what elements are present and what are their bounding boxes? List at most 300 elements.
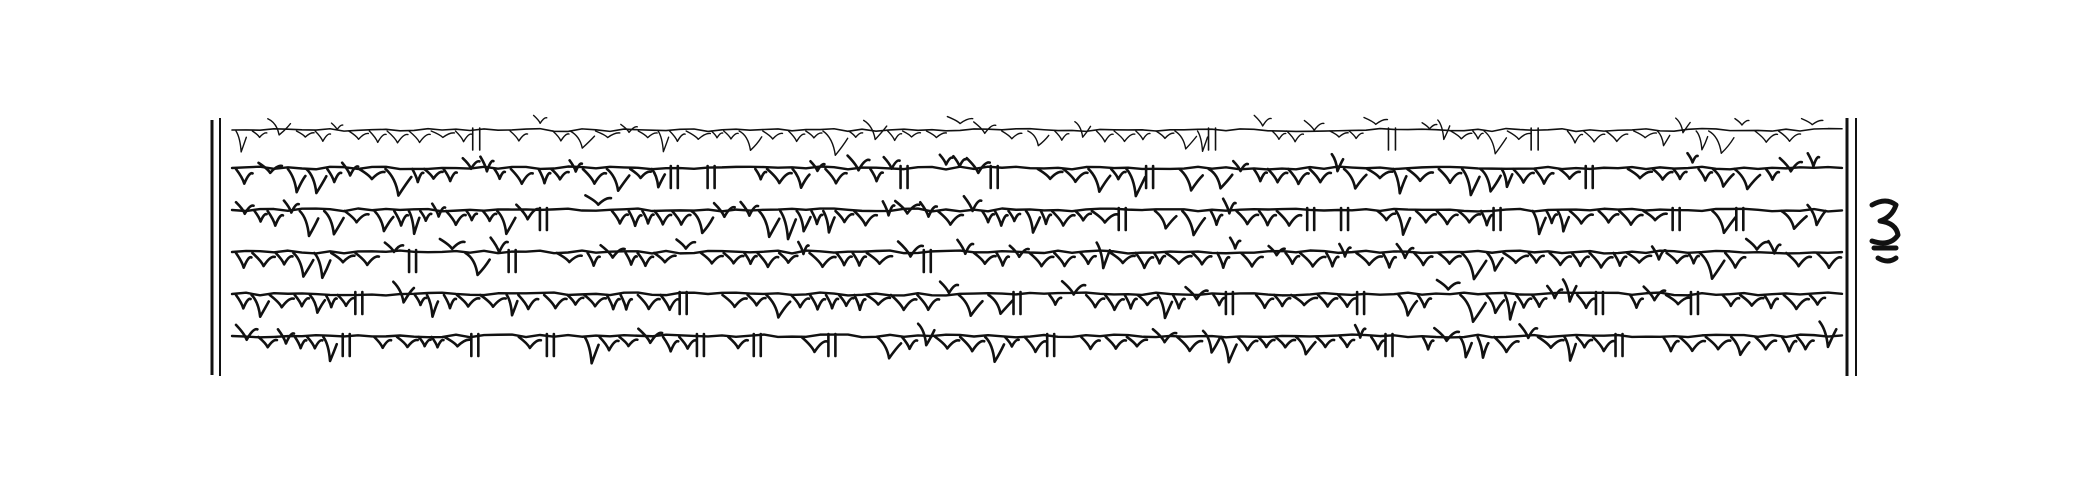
script-glyph [959, 295, 983, 316]
script-glyph [780, 211, 795, 239]
script-glyph [1808, 153, 1819, 166]
script-glyph [1041, 211, 1051, 224]
script-glyph [686, 131, 710, 139]
script-glyph [296, 131, 314, 137]
script-glyph [810, 253, 836, 267]
script-glyph [1399, 295, 1417, 315]
script-glyph [1484, 131, 1506, 154]
script-glyph [1667, 253, 1688, 263]
script-glyph [1105, 295, 1124, 310]
script-glyph [236, 295, 251, 308]
script-glyph [677, 240, 695, 249]
script-glyph [1559, 169, 1579, 179]
script-glyph [1155, 211, 1176, 228]
script-glyph [387, 131, 408, 143]
script-glyph [711, 131, 722, 138]
script-glyph [701, 253, 723, 263]
script-glyph [1577, 337, 1592, 347]
script-glyph [655, 211, 672, 224]
script-glyph [1634, 131, 1657, 138]
script-glyph [744, 253, 756, 264]
script-glyph [457, 295, 479, 306]
script-glyph [1606, 131, 1628, 141]
script-glyph [903, 131, 921, 137]
script-glyph [1696, 131, 1708, 150]
script-glyph [314, 253, 330, 278]
script-glyph [1460, 337, 1472, 357]
script-glyph [1349, 131, 1363, 138]
script-glyph [268, 119, 291, 135]
script-glyph [1177, 337, 1202, 351]
script-glyph [544, 295, 566, 308]
script-glyph [424, 169, 442, 179]
script-glyph [1547, 211, 1557, 223]
script-glyph [1114, 131, 1135, 141]
script-glyph [1567, 131, 1582, 143]
script-glyph [1820, 322, 1837, 347]
script-glyph [739, 131, 762, 150]
script-glyph [988, 295, 1012, 314]
script-glyph [1766, 169, 1779, 180]
script-glyph [1712, 211, 1735, 233]
script-glyph [480, 157, 493, 172]
script-glyph [766, 295, 790, 317]
text-block [232, 115, 1842, 363]
script-glyph [839, 295, 853, 306]
script-glyph [1532, 295, 1546, 307]
script-glyph [661, 295, 679, 310]
script-glyph [1529, 253, 1544, 263]
script-glyph [1487, 253, 1502, 270]
script-glyph [638, 131, 657, 138]
script-glyph [884, 157, 900, 169]
script-glyph [1663, 337, 1678, 351]
script-glyph [1339, 244, 1350, 257]
script-glyph [1613, 253, 1626, 266]
line-head-stroke [232, 335, 1842, 338]
script-glyph [1423, 337, 1433, 349]
script-glyph [997, 253, 1009, 266]
script-glyph [810, 295, 825, 309]
script-glyph [758, 253, 779, 267]
script-glyph [1272, 131, 1286, 139]
script-glyph [1781, 211, 1806, 229]
script-glyph [1173, 295, 1185, 308]
text-line-6 [232, 322, 1842, 364]
script-glyph [1558, 211, 1569, 231]
script-glyph [658, 131, 669, 152]
script-glyph [1481, 211, 1493, 225]
script-glyph [1378, 211, 1396, 220]
script-glyph [1550, 253, 1571, 265]
script-glyph [1203, 331, 1220, 353]
script-glyph [870, 169, 882, 181]
script-glyph [1175, 131, 1197, 149]
script-glyph [1002, 131, 1022, 139]
text-line-1 [232, 115, 1842, 155]
script-glyph [621, 295, 632, 309]
script-glyph [964, 196, 981, 211]
script-glyph [324, 211, 343, 234]
script-glyph [1513, 169, 1533, 182]
script-glyph [654, 253, 675, 262]
script-glyph [1755, 337, 1776, 349]
script-glyph [1396, 211, 1410, 235]
script-glyph [1364, 118, 1387, 125]
script-glyph [1434, 328, 1458, 341]
script-glyph [812, 211, 823, 224]
script-glyph [551, 169, 568, 179]
script-glyph [741, 202, 758, 216]
script-glyph [1451, 131, 1472, 139]
script-glyph [444, 337, 470, 346]
script-glyph [953, 156, 965, 166]
script-glyph [826, 295, 838, 308]
script-glyph [300, 211, 318, 236]
script-glyph [511, 169, 533, 184]
script-glyph [276, 253, 293, 264]
script-glyph [1393, 169, 1406, 193]
script-glyph [1092, 211, 1118, 222]
script-glyph [823, 131, 848, 155]
script-glyph [1688, 253, 1698, 263]
script-glyph [759, 211, 779, 237]
script-glyph [1136, 253, 1153, 268]
script-glyph [1460, 295, 1485, 322]
script-glyph [295, 337, 306, 348]
script-glyph [236, 253, 251, 268]
script-glyph [394, 211, 408, 226]
script-glyph [323, 337, 336, 361]
script-glyph [270, 295, 294, 307]
script-glyph [345, 211, 369, 222]
script-glyph [596, 131, 620, 138]
script-glyph [1713, 169, 1734, 187]
script-glyph [1802, 119, 1823, 125]
script-glyph [629, 211, 642, 226]
script-glyph [359, 169, 384, 179]
script-glyph [849, 131, 863, 137]
script-glyph [1808, 205, 1826, 225]
script-glyph [1786, 253, 1811, 266]
script-glyph [926, 131, 946, 138]
script-glyph [355, 253, 378, 265]
script-glyph [1026, 211, 1040, 233]
script-glyph [1081, 253, 1096, 264]
script-glyph [1230, 238, 1240, 249]
script-glyph [1286, 253, 1299, 264]
script-glyph [1735, 169, 1760, 189]
script-glyph [236, 169, 253, 184]
script-glyph [1344, 169, 1366, 188]
script-glyph [1054, 253, 1074, 266]
script-glyph [1570, 211, 1593, 223]
script-glyph [583, 169, 606, 184]
script-glyph [1593, 337, 1615, 351]
script-glyph [510, 131, 527, 141]
script-glyph [1784, 295, 1809, 309]
script-glyph [1535, 169, 1554, 184]
script-glyph [415, 295, 426, 305]
script-glyph [995, 211, 1008, 226]
script-glyph [1817, 253, 1841, 268]
script-glyph [1652, 247, 1666, 260]
script-glyph [854, 295, 865, 310]
script-glyph [1256, 295, 1273, 308]
script-glyph [985, 337, 1004, 362]
script-glyph [467, 211, 477, 220]
script-glyph [789, 131, 805, 141]
line-head-stroke [232, 293, 1842, 296]
script-glyph [1258, 337, 1274, 347]
script-glyph [1332, 154, 1343, 171]
folio-number-glyph-icon [1872, 201, 1898, 261]
script-glyph [553, 131, 569, 141]
script-glyph [793, 169, 810, 188]
script-glyph [1680, 337, 1705, 351]
script-glyph [1055, 131, 1069, 140]
script-glyph [1214, 295, 1225, 305]
script-glyph [1338, 295, 1356, 307]
script-glyph [1810, 295, 1825, 305]
script-glyph [854, 211, 877, 225]
script-glyph [1782, 337, 1796, 351]
text-line-5 [232, 280, 1842, 322]
script-glyph [480, 295, 505, 307]
script-glyph [393, 282, 414, 303]
script-glyph [465, 253, 489, 275]
script-glyph [691, 211, 713, 233]
line-head-stroke [232, 251, 1842, 254]
script-glyph [940, 282, 958, 293]
script-glyph [374, 211, 393, 231]
script-glyph [1268, 169, 1287, 182]
script-glyph [1383, 253, 1396, 267]
script-glyph [663, 337, 678, 351]
script-glyph [891, 295, 916, 310]
text-line-4 [232, 238, 1842, 279]
script-glyph [1725, 253, 1745, 268]
script-glyph [1630, 295, 1643, 308]
script-glyph [1619, 211, 1642, 225]
script-glyph [497, 211, 515, 234]
script-glyph [444, 295, 456, 308]
script-glyph [1238, 337, 1258, 350]
script-glyph [539, 169, 551, 183]
script-glyph [1687, 153, 1697, 162]
script-glyph [1538, 337, 1563, 348]
script-glyph [607, 295, 620, 309]
script-glyph [1126, 169, 1145, 196]
script-glyph [974, 122, 996, 133]
script-glyph [1106, 337, 1126, 349]
script-glyph [802, 337, 828, 352]
script-glyph [412, 169, 423, 182]
script-glyph [1111, 253, 1135, 263]
script-glyph [409, 211, 419, 234]
script-glyph [672, 211, 690, 225]
script-glyph [917, 295, 939, 310]
script-glyph [867, 253, 892, 264]
script-glyph [748, 295, 766, 305]
script-glyph [1653, 169, 1672, 180]
script-glyph [791, 295, 809, 307]
script-glyph [1797, 337, 1813, 349]
script-glyph [1156, 131, 1174, 138]
script-glyph [1706, 337, 1730, 349]
script-glyph [947, 117, 972, 124]
script-glyph [888, 131, 902, 140]
script-glyph [1438, 253, 1460, 264]
script-glyph [1700, 253, 1725, 279]
script-glyph [1487, 295, 1504, 313]
script-glyph [883, 201, 894, 215]
script-glyph [1127, 337, 1147, 346]
script-glyph [670, 131, 686, 141]
script-glyph [1746, 239, 1767, 250]
script-glyph [1028, 131, 1049, 146]
right-frame-rule [1847, 118, 1856, 376]
script-glyph [1731, 337, 1749, 355]
script-glyph [1356, 253, 1381, 265]
script-glyph [326, 295, 337, 307]
script-glyph [940, 155, 952, 165]
script-glyph [1097, 243, 1110, 269]
script-glyph [307, 337, 322, 348]
script-glyph [516, 205, 539, 220]
script-glyph [1198, 131, 1208, 151]
script-glyph [1182, 211, 1205, 235]
script-glyph [491, 238, 508, 253]
script-glyph [1563, 280, 1576, 302]
script-glyph [1275, 337, 1295, 347]
script-glyph [679, 337, 696, 349]
script-glyph [1494, 337, 1518, 352]
script-glyph [638, 295, 660, 309]
script-glyph [1291, 295, 1317, 305]
script-glyph [518, 295, 538, 309]
script-glyph [836, 253, 851, 265]
script-glyph [1254, 169, 1267, 181]
script-glyph [1577, 295, 1595, 308]
script-glyph [409, 131, 430, 142]
script-glyph [293, 253, 313, 277]
script-glyph [431, 131, 454, 137]
script-glyph [877, 337, 901, 358]
script-glyph [1136, 131, 1150, 140]
script-glyph [568, 295, 584, 305]
script-glyph [1480, 169, 1500, 191]
script-glyph [600, 337, 619, 350]
script-glyph [310, 295, 325, 313]
script-glyph [967, 158, 990, 173]
script-glyph [252, 253, 274, 266]
script-glyph [1584, 131, 1605, 142]
script-glyph [440, 239, 465, 249]
script-glyph [252, 295, 269, 317]
script-glyph [1599, 211, 1619, 222]
script-glyph [806, 131, 822, 138]
script-glyph [1096, 131, 1113, 142]
script-glyph [258, 337, 277, 347]
script-glyph [1462, 253, 1487, 279]
script-glyph [1437, 280, 1459, 289]
script-glyph [642, 211, 653, 223]
script-glyph [327, 169, 341, 182]
script-glyph [349, 131, 369, 139]
script-glyph [960, 337, 984, 351]
script-glyph [444, 169, 457, 181]
left-frame-rule [212, 118, 220, 376]
script-glyph [1367, 169, 1392, 178]
script-glyph [1699, 169, 1712, 181]
script-glyph [1502, 169, 1513, 187]
script-glyph [1088, 169, 1110, 192]
text-line-2 [232, 153, 1842, 196]
script-glyph [315, 131, 330, 141]
script-glyph [588, 253, 600, 266]
script-glyph [1505, 295, 1515, 319]
script-glyph [585, 195, 611, 204]
script-glyph [895, 201, 919, 213]
script-glyph [236, 131, 246, 152]
script-glyph [1154, 253, 1165, 263]
script-glyph [619, 337, 637, 346]
script-glyph [427, 295, 438, 317]
script-glyph [1237, 211, 1259, 224]
script-glyph [1166, 253, 1192, 264]
script-glyph [1075, 122, 1091, 137]
script-glyph [494, 169, 504, 179]
script-glyph [1407, 169, 1432, 181]
script-glyph [1259, 211, 1276, 225]
script-glyph [1504, 253, 1528, 263]
script-glyph [295, 295, 309, 306]
script-glyph [1125, 295, 1137, 308]
script-glyph [385, 169, 411, 196]
script-glyph [1316, 337, 1334, 347]
script-glyph [853, 253, 866, 265]
script-glyph [1277, 211, 1301, 226]
script-glyph [982, 211, 994, 222]
script-glyph [507, 295, 518, 315]
script-glyph [607, 169, 629, 191]
script-glyph [1086, 295, 1104, 307]
script-glyph [1274, 295, 1290, 306]
script-glyph [1052, 211, 1075, 225]
script-glyph [974, 253, 995, 264]
script-glyph [1422, 123, 1437, 129]
script-glyph [1657, 131, 1669, 146]
script-glyph [1211, 211, 1222, 225]
script-glyph [1462, 169, 1479, 195]
script-glyph [585, 337, 599, 363]
script-glyph [724, 131, 738, 139]
script-glyph [369, 131, 386, 142]
script-glyph [519, 337, 541, 348]
script-glyph [722, 295, 746, 307]
script-glyph [1038, 169, 1063, 179]
script-glyph [1673, 169, 1686, 179]
script-glyph [1158, 295, 1172, 318]
script-glyph [728, 337, 747, 348]
script-glyph [763, 131, 783, 139]
script-glyph [255, 211, 267, 222]
script-glyph [1318, 295, 1337, 307]
script-glyph [1627, 253, 1651, 262]
script-glyph [724, 253, 744, 263]
text-line-3 [232, 195, 1842, 239]
